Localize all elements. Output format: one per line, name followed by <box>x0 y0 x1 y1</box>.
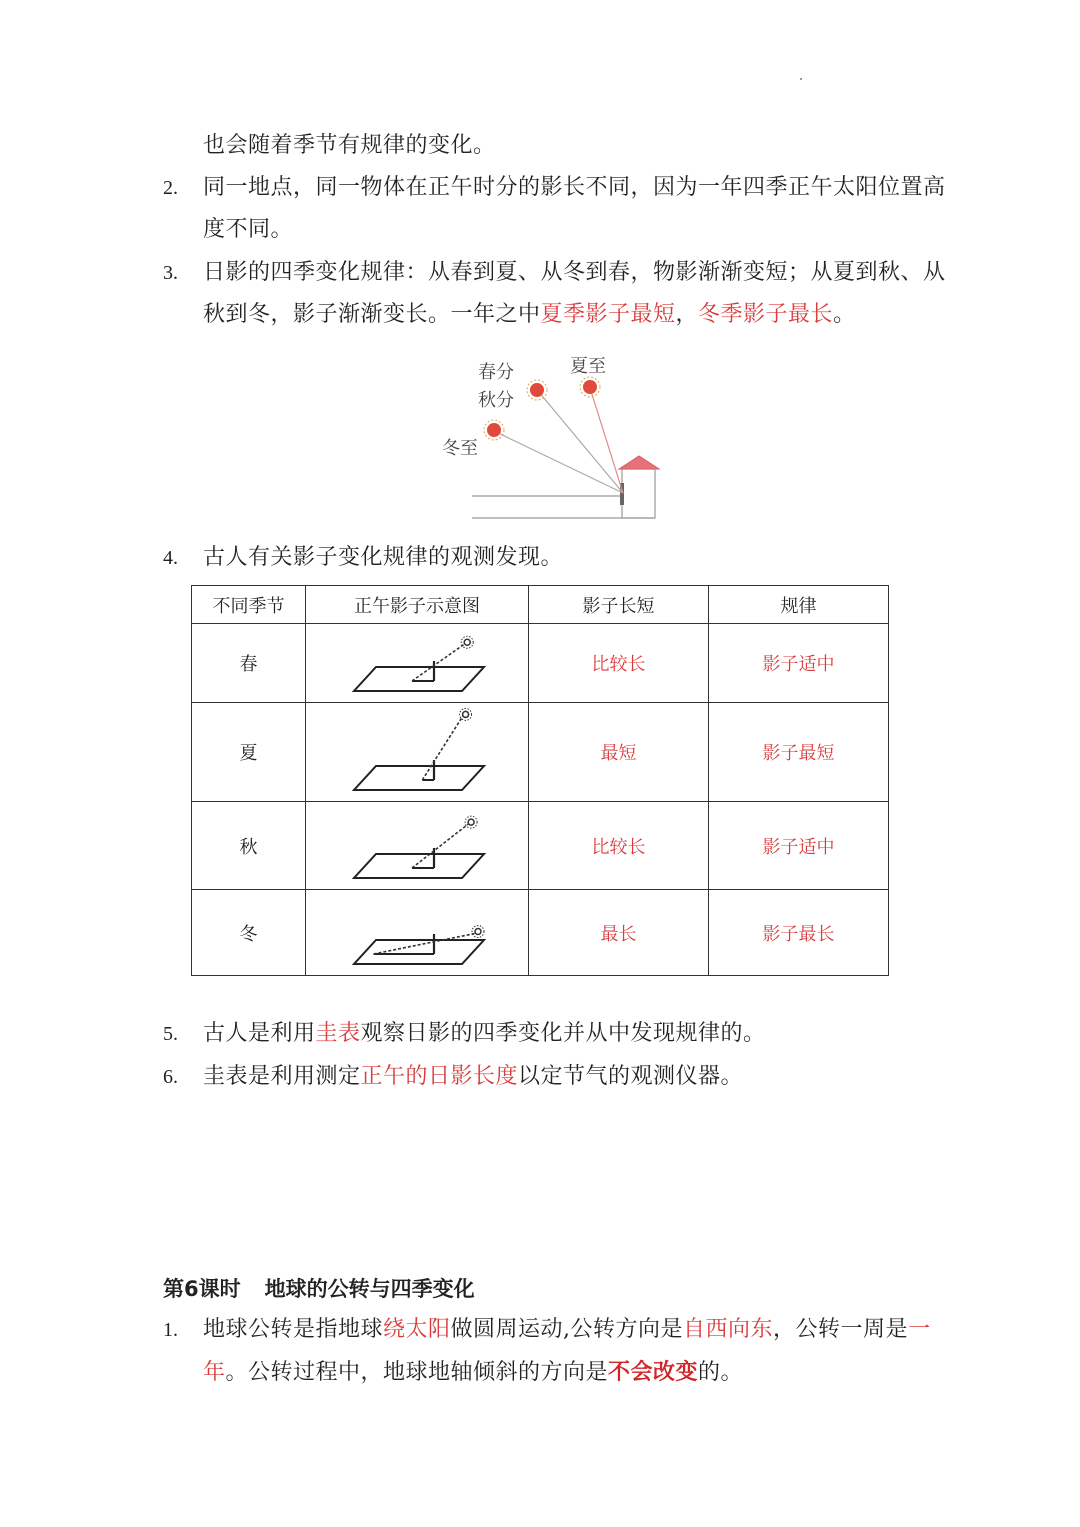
sun-equinox-icon <box>527 380 547 400</box>
list-number: 5. <box>163 1023 178 1045</box>
sun-rays-icon <box>465 816 477 828</box>
scan-speck <box>800 78 802 80</box>
west-to-east-highlight: 自西向东 <box>683 1317 774 1342</box>
noon-shadow-highlight: 正午的日影长度 <box>360 1064 519 1089</box>
table-row <box>192 703 889 802</box>
item6-text-b: 以定节气的观测仪器。 <box>518 1064 744 1089</box>
list-number: 1. <box>163 1319 178 1341</box>
sun-icon <box>475 928 481 934</box>
season-cell: 夏 <box>192 703 306 802</box>
text-c: ，公转一周是 <box>773 1317 909 1342</box>
rule-cell: 影子最短 <box>709 703 889 802</box>
sun-icon <box>463 711 469 717</box>
sun-ray <box>412 824 468 868</box>
shadow-diagram-cell <box>306 890 529 976</box>
item3-text-b: ， <box>675 302 699 327</box>
item3-line1: 日影的四季变化规律：从春到夏、从冬到春，物影渐渐变短；从夏到秋、从 <box>203 260 946 285</box>
lesson-item1-line1 <box>203 1315 931 1345</box>
length-cell: 最短 <box>529 703 709 802</box>
item2-line1: 同一地点，同一物体在正午时分的影长不同，因为一年四季正午太阳位置高 <box>203 175 946 200</box>
table-row <box>192 802 889 890</box>
list-number: 2. <box>163 177 178 199</box>
season-cell: 春 <box>192 624 306 703</box>
ground-plane <box>354 940 484 964</box>
item5-text <box>203 1019 766 1049</box>
item6-text <box>203 1062 743 1092</box>
rule-cell: 影子最长 <box>709 890 889 976</box>
sun-rays-icon <box>461 636 473 648</box>
lesson-heading <box>163 1273 499 1303</box>
sun-icon <box>464 639 470 645</box>
item4-text: 古人有关影子变化规律的观测发现。 <box>203 545 564 570</box>
table-row <box>192 624 889 703</box>
item3-line2 <box>203 300 856 330</box>
header-rule: 规律 <box>709 586 889 624</box>
summer-shortest-highlight: 夏季影子最短 <box>540 302 676 327</box>
sun-ray <box>412 644 464 681</box>
text-a: 地球公转是指地球 <box>203 1317 384 1342</box>
length-cell: 最长 <box>529 890 709 976</box>
ground-plane <box>354 854 484 878</box>
sun-ray <box>422 716 462 780</box>
label-spring-equinox: 春分 <box>478 362 514 383</box>
shadow-diagram <box>306 802 528 884</box>
house-wall <box>622 469 655 518</box>
length-cell: 比较长 <box>529 802 709 890</box>
header-length: 影子长短 <box>529 586 709 624</box>
sun-summer-icon <box>580 377 600 397</box>
unchanged-highlight: 不会改变 <box>608 1359 699 1385</box>
house-roof <box>619 456 659 469</box>
winter-ray <box>494 431 623 493</box>
summer-ray <box>590 388 623 493</box>
rule-cell: 影子适中 <box>709 624 889 703</box>
label-summer-solstice: 夏至 <box>570 356 606 377</box>
season-cell: 秋 <box>192 802 306 890</box>
shadow-diagram-cell <box>306 624 529 703</box>
item3-text-a: 秋到冬，影子渐渐变长。一年之中 <box>203 302 541 327</box>
label-winter-solstice: 冬至 <box>442 438 478 459</box>
item3-text-c: 。 <box>833 302 856 327</box>
header-diagram: 正午影子示意图 <box>306 586 529 624</box>
item5-text-a: 古人是利用 <box>203 1021 316 1046</box>
shadow-diagram <box>306 625 528 697</box>
item2-line2: 度不同。 <box>203 217 294 242</box>
item5-text-b: 观察日影的四季变化并从中发现规律的。 <box>360 1021 766 1046</box>
shadow-diagram-cell <box>306 703 529 802</box>
shadow-diagram-cell <box>306 802 529 890</box>
sun-ray <box>374 933 475 954</box>
text-b: 做圆周运动,公转方向是 <box>450 1317 684 1342</box>
shadow-observation-table <box>191 585 889 976</box>
shadow-diagram <box>306 704 528 796</box>
shadow-diagram <box>306 890 528 970</box>
around-sun-highlight: 绕太阳 <box>383 1317 451 1342</box>
length-cell: 比较长 <box>529 624 709 703</box>
ground-plane <box>354 766 484 790</box>
sun-rays-icon <box>472 925 484 937</box>
lesson-number: 第6课时 <box>163 1277 241 1301</box>
sun-icon <box>468 819 474 825</box>
equinox-ray <box>538 391 623 493</box>
winter-longest-highlight: 冬季影子最长 <box>698 302 834 327</box>
lesson-title: 地球的公转与四季变化 <box>264 1277 475 1301</box>
list-number: 6. <box>163 1066 178 1088</box>
paragraph-continuation: 也会随着季节有规律的变化。 <box>203 133 496 158</box>
sun-position-diagram <box>430 350 670 525</box>
sun-winter-icon <box>484 420 504 440</box>
one-year-highlight-a: 一 <box>908 1317 931 1342</box>
ground-plane <box>354 667 484 691</box>
text-e: 的。 <box>698 1360 744 1385</box>
table-header-row <box>192 586 889 624</box>
header-season: 不同季节 <box>192 586 306 624</box>
list-number: 3. <box>163 262 178 284</box>
rule-cell: 影子适中 <box>709 802 889 890</box>
guibiao-highlight: 圭表 <box>315 1021 361 1046</box>
text-d: 。公转过程中，地球地轴倾斜的方向是 <box>225 1360 609 1385</box>
table-row <box>192 890 889 976</box>
one-year-highlight-b: 年 <box>203 1360 226 1385</box>
label-autumn-equinox: 秋分 <box>478 390 514 411</box>
item6-text-a: 圭表是利用测定 <box>203 1064 361 1089</box>
lesson-item1-line2 <box>203 1357 743 1388</box>
season-cell: 冬 <box>192 890 306 976</box>
list-number: 4. <box>163 547 178 569</box>
